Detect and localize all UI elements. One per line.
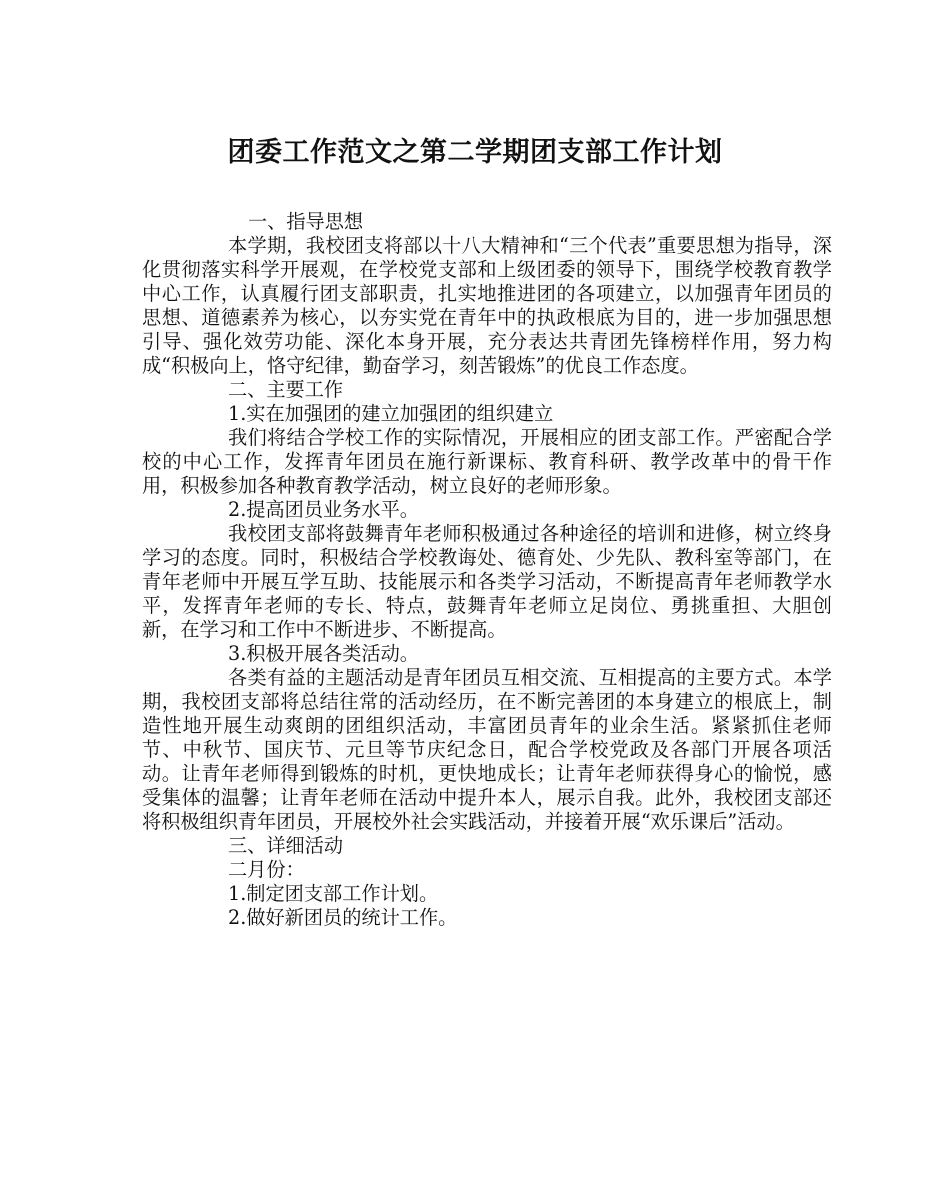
paragraph-organization: 我们将结合学校工作的实际情况，开展相应的团支部工作。严密配合学校的中心工作，发挥青年团员在施行新课标、教育科研、教学改革中的骨干作用，积极参加各种教育教学活动，树立良好的老师形象。 xyxy=(142,426,832,497)
section-heading-guiding-ideology: 一、指导思想 xyxy=(248,210,364,233)
section-heading-detailed-activities: 三、详细活动 xyxy=(228,834,344,857)
document-body xyxy=(142,210,832,930)
paragraph-guiding-ideology: 本学期，我校团支将部以十八大精神和“三个代表”重要思想为指导，深化贯彻落实科学开展观，在学校党支部和上级团委的领导下，围绕学校教育教学中心工作，认真履行团支部职责，扎实地推进团的各项建立，以加强青年团员的思想、道德素养为核心，以夯实党在青年中的执政根底为目的，进一步加强思想引导、强化效劳功能、深化本身开展，充分表达共青团先锋榜样作用，努力构成“积极向上，恪守纪律，勤奋学习，刻苦锻炼”的优良工作态度。 xyxy=(142,234,832,377)
section-heading-main-work: 二、主要工作 xyxy=(228,378,344,401)
list-item-member-statistics: 2.做好新团员的统计工作。 xyxy=(228,906,458,929)
month-heading-february: 二月份： xyxy=(228,858,305,881)
subheading-activities: 3.积极开展各类活动。 xyxy=(228,642,419,665)
subheading-organization: 1.实在加强团的建立加强团的组织建立 xyxy=(228,402,554,425)
list-item-work-plan: 1.制定团支部工作计划。 xyxy=(228,882,439,905)
subheading-professional-level: 2.提高团员业务水平。 xyxy=(228,498,419,521)
paragraph-professional-level: 我校团支部将鼓舞青年老师积极通过各种途径的培训和进修，树立终身学习的态度。同时，积极结合学校教诲处、德育处、少先队、教科室等部门，在青年老师中开展互学互助、技能展示和各类学习活动，不断提高青年老师教学水平，发挥青年老师的专长、特点，鼓舞青年老师立足岗位、勇挑重担、大胆创新，在学习和工作中不断进步、不断提高。 xyxy=(142,522,832,641)
document-title: 团委工作范文之第二学期团支部工作计划 xyxy=(227,137,723,168)
paragraph-activities: 各类有益的主题活动是青年团员互相交流、互相提高的主要方式。本学期，我校团支部将总结往常的活动经历，在不断完善团的本身建立的根底上，制造性地开展生动爽朗的团组织活动，丰富团员青年的业余生活。紧紧抓住老师节、中秋节、国庆节、元旦等节庆纪念日，配合学校党政及各部门开展各项活动。让青年老师得到锻炼的时机，更快地成长；让青年老师获得身心的愉悦，感受集体的温馨；让青年老师在活动中提升本人，展示自我。此外，我校团支部还将积极组织青年团员，开展校外社会实践活动，并接着开展“欢乐课后”活动。 xyxy=(142,666,832,833)
